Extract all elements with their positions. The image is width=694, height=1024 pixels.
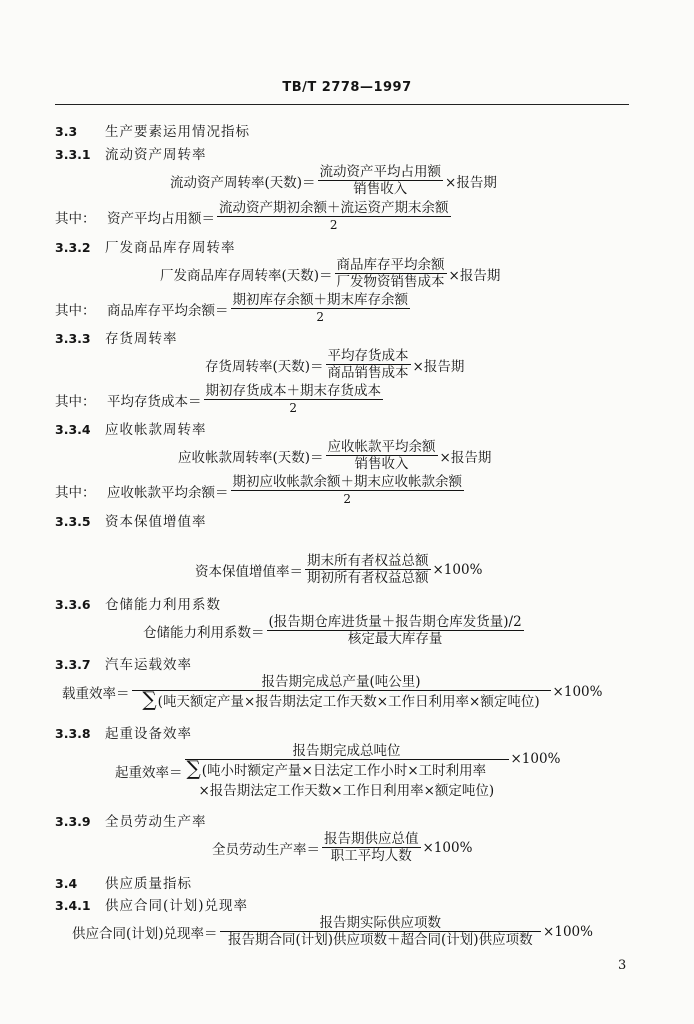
formula-lhs: 全员劳动生产率＝: [212, 841, 320, 858]
fraction: [231, 474, 465, 507]
formula-suffix: ×100%: [510, 751, 561, 767]
denominator: 销售收入: [354, 456, 409, 472]
formula-lhs: 供应合同(计划)兑现率＝: [72, 925, 218, 942]
numerator: 期初存货成本＋期末存货成本: [205, 383, 381, 399]
formula-lhs: 应收帐款周转率(天数)＝: [178, 449, 324, 466]
formula-suffix: ×报告期: [439, 449, 492, 466]
section-number: 3.4: [55, 876, 78, 891]
section-heading-3-3: [55, 120, 250, 140]
formula-contract-fulfillment: [72, 915, 593, 948]
numerator: 报告期完成总吨位: [185, 743, 509, 760]
section-number: 3.4.1: [55, 898, 91, 913]
section-title: 生产要素运用情况指标: [105, 124, 250, 140]
formula-capital-preservation: [195, 553, 482, 586]
numerator: 平均存货成本: [327, 348, 409, 364]
section-title: 厂发商品库存周转率: [105, 240, 236, 256]
section-heading-3-3-3: [55, 327, 178, 347]
section-number: 3.3.4: [55, 422, 91, 437]
fraction: [132, 674, 551, 710]
section-number: 3.3.1: [55, 147, 91, 162]
fraction: [335, 257, 447, 290]
denominator: 期初所有者权益总额: [307, 570, 429, 586]
formula-avg-stock-cost: [55, 383, 385, 416]
standard-code-header: TB/T 2778—1997: [282, 80, 412, 95]
where-label: 其中：: [55, 210, 96, 227]
denominator-line-2: ×报告期法定工作天数×工作日利用率×额定吨位): [198, 783, 495, 799]
numerator: 期初应收帐款余额＋期末应收帐款余额: [232, 474, 462, 490]
section-heading-3-3-8: [55, 722, 192, 742]
section-title: 资本保值增值率: [105, 514, 207, 530]
numerator: 期初库存余额＋期末库存余额: [232, 292, 408, 308]
formula-suffix: ×100%: [543, 923, 593, 940]
section-number: 3.3.8: [55, 726, 91, 741]
section-number: 3.3.3: [55, 331, 91, 346]
denominator-line-1: [185, 756, 489, 780]
denominator: 商品销售成本: [327, 365, 409, 381]
numerator: 报告期实际供应项数: [220, 915, 542, 932]
section-title: 应收帐款周转率: [105, 422, 207, 438]
formula-stock-turnover: [205, 348, 464, 381]
denominator: 2: [316, 310, 325, 324]
section-heading-3-3-1: [55, 143, 207, 163]
formula-suffix: ×报告期: [448, 267, 501, 284]
denominator: 报告期合同(计划)供应项数＋超合同(计划)供应项数: [228, 932, 533, 948]
formula-lhs: 平均存货成本＝: [107, 393, 202, 410]
formula-lhs: 资产平均占用额＝: [107, 210, 215, 227]
formula-lhs: 存货周转率(天数)＝: [205, 358, 324, 375]
fraction: [267, 614, 524, 647]
sigma-symbol: ∑: [186, 756, 201, 780]
section-heading-3-3-7: [55, 653, 192, 673]
section-number: 3.3: [55, 124, 78, 139]
formula-receivables-turnover: [178, 439, 491, 472]
formula-lhs: 载重效率＝: [62, 686, 130, 702]
numerator: 应收帐款平均余额: [327, 439, 436, 455]
fraction: [318, 164, 444, 197]
fraction: [326, 439, 438, 472]
formula-suffix: ×100%: [422, 839, 473, 856]
fraction: [305, 553, 431, 586]
fraction: [231, 292, 411, 325]
fraction: [185, 743, 509, 799]
numerator: (报告期仓库进货量＋报告期仓库发货量)/2: [268, 614, 522, 630]
formula-lhs: 厂发商品库存周转率(天数)＝: [160, 267, 333, 284]
numerator: 报告期完成总产量(吨公里): [132, 674, 551, 691]
numerator: 流动资产平均占用额: [319, 164, 442, 180]
formula-load-efficiency: [62, 674, 602, 710]
numerator: 期末所有者权益总额: [307, 553, 429, 569]
denominator-text: (吨小时额定产量×日法定工作小时×工时利用率: [201, 763, 487, 779]
formula-suffix: ×报告期: [412, 358, 465, 375]
denominator: 职工平均人数: [330, 848, 412, 864]
fraction: [204, 383, 384, 416]
section-number: 3.3.5: [55, 514, 91, 529]
section-heading-3-3-6: [55, 593, 221, 613]
section-title: 存货周转率: [105, 331, 178, 347]
section-number: 3.3.9: [55, 814, 91, 829]
section-heading-3-4-1: [55, 894, 248, 914]
formula-lhs: 应收帐款平均余额＝: [107, 484, 229, 501]
denominator: 2: [289, 401, 298, 415]
numerator: 商品库存平均余额: [336, 257, 445, 273]
where-label: 其中：: [55, 484, 96, 501]
formula-crane-efficiency: [115, 743, 560, 799]
fraction: [326, 348, 411, 381]
formula-avg-inventory-balance: [55, 292, 412, 325]
fraction: [217, 200, 451, 233]
denominator: 销售收入: [353, 181, 408, 197]
formula-suffix: ×100%: [552, 684, 603, 700]
section-heading-3-4: [55, 872, 192, 892]
section-number: 3.3.7: [55, 657, 91, 672]
numerator: 流动资产期初余额＋流运资产期末余额: [219, 200, 449, 216]
section-number: 3.3.2: [55, 240, 91, 255]
section-heading-3-3-2: [55, 236, 236, 256]
formula-lhs: 流动资产周转率(天数)＝: [170, 174, 316, 191]
formula-lhs: 资本保值增值率＝: [195, 563, 303, 580]
denominator-text: (吨天额定产量×报告期法定工作天数×工作日利用率×额定吨位): [157, 694, 540, 710]
section-heading-3-3-9: [55, 810, 207, 830]
fraction: [220, 915, 542, 948]
denominator: 核定最大库存量: [347, 631, 443, 647]
formula-suffix: ×报告期: [445, 174, 497, 191]
page-number: 3: [618, 958, 627, 973]
formula-goods-inventory-turnover: [160, 257, 500, 290]
section-title: 供应质量指标: [105, 876, 192, 892]
section-number: 3.3.6: [55, 597, 91, 612]
section-title: 全员劳动生产率: [105, 814, 207, 830]
formula-avg-asset-occupation: [55, 200, 453, 233]
section-title: 供应合同(计划)兑现率: [105, 898, 249, 914]
section-title: 汽车运载效率: [105, 657, 192, 673]
formula-storage-capacity: [143, 614, 526, 647]
formula-lhs: 起重效率＝: [115, 765, 183, 781]
section-title: 仓储能力利用系数: [105, 597, 221, 613]
where-label: 其中：: [55, 393, 96, 410]
section-heading-3-3-4: [55, 418, 207, 438]
denominator: 厂发物资销售成本: [336, 274, 445, 290]
formula-labor-productivity: [212, 831, 472, 864]
where-label: 其中：: [55, 302, 96, 319]
formula-current-asset-turnover: [170, 164, 497, 197]
formula-avg-receivables-balance: [55, 474, 466, 507]
fraction: [322, 831, 421, 864]
sigma-symbol: ∑: [142, 687, 157, 711]
formula-lhs: 仓储能力利用系数＝: [143, 624, 265, 641]
formula-suffix: ×100%: [432, 561, 483, 578]
section-title: 流动资产周转率: [105, 147, 207, 163]
header-rule: [55, 104, 629, 105]
section-title: 起重设备效率: [105, 726, 192, 742]
denominator: [140, 687, 541, 711]
section-heading-3-3-5: [55, 510, 207, 530]
numerator: 报告期供应总值: [324, 831, 419, 847]
denominator: 2: [343, 492, 352, 506]
denominator: 2: [329, 218, 338, 232]
formula-lhs: 商品库存平均余额＝: [107, 302, 229, 319]
